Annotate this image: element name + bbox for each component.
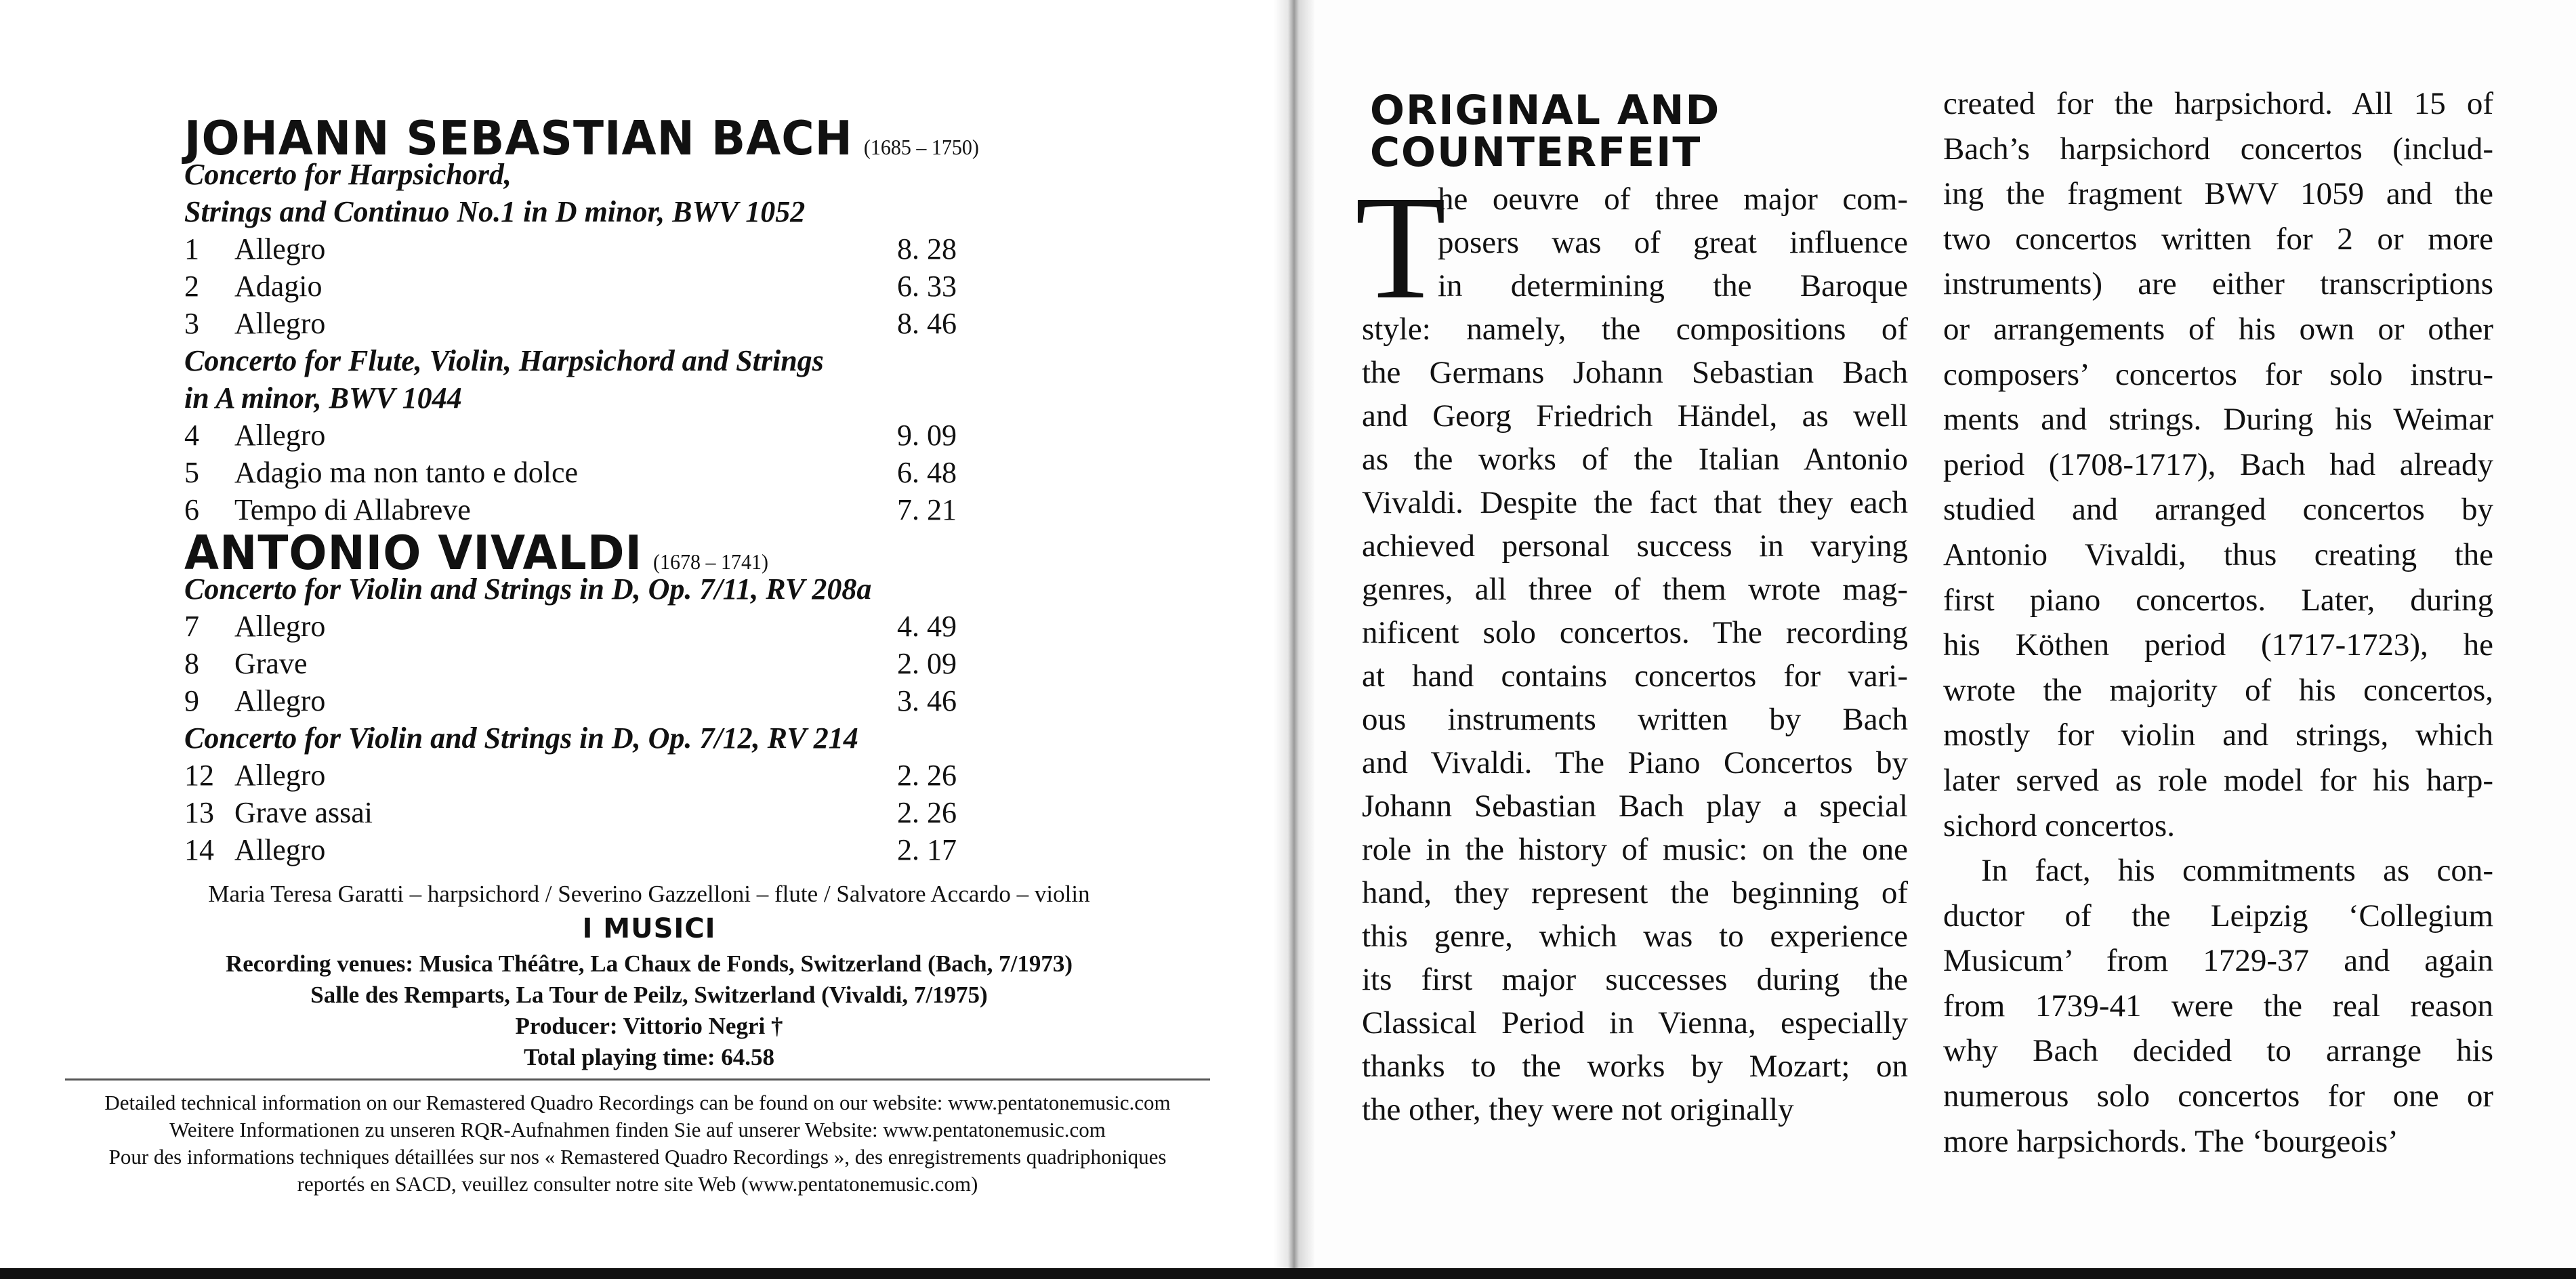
- track-duration: 6. 48: [897, 456, 957, 489]
- footer-line-de: Weitere Informationen zu unseren RQR-Aufnahmen finden Sie auf unserer Website: www.pentatonemusic.com: [169, 1118, 1106, 1141]
- footer-line-fr-2: reportés en SACD, veuillez consulter notre site Web (www.pentatonemusic.com): [297, 1172, 978, 1196]
- text-line: later served as role model for his harp-: [1943, 762, 2493, 798]
- text-line: ing the fragment BWV 1059 and the: [1943, 176, 2493, 212]
- text-line: numerous solo concertos for one or: [1943, 1078, 2493, 1114]
- text-line: period (1708-1717), Bach had already: [1943, 446, 2493, 482]
- text-line: and Vivaldi. The Piano Concertos by: [1362, 745, 1908, 780]
- text-line: hand, they represent the beginning of: [1362, 875, 1908, 910]
- text-line: as the works of the Italian Antonio: [1362, 442, 1908, 477]
- text-line: two concertos written for 2 or more: [1943, 221, 2493, 257]
- recording-info: [175, 948, 1123, 1073]
- track-title: Allegro: [234, 759, 326, 792]
- track-number: 14: [184, 833, 214, 866]
- text-line: style: namely, the compositions of: [1362, 312, 1908, 347]
- track-row: [184, 454, 957, 491]
- text-line: ments and strings. During his Weimar: [1943, 402, 2493, 438]
- text-line: and Georg Friedrich Händel, as well: [1362, 398, 1908, 434]
- text-line: he oeuvre of three major com-: [1438, 182, 1908, 217]
- text-line: its first major successes during the: [1362, 962, 1908, 997]
- track-row: [184, 268, 957, 305]
- text-line: this genre, which was to experience: [1362, 919, 1908, 954]
- composer-heading: [184, 110, 979, 166]
- text-line: composers’ concertos for solo instru-: [1943, 356, 2493, 392]
- track-title: Tempo di Allabreve: [234, 493, 471, 526]
- composer-dates: (1685 – 1750): [863, 135, 979, 160]
- track-number: 4: [184, 419, 199, 452]
- text-line: thanks to the works by Mozart; on: [1362, 1049, 1908, 1084]
- track-title: Allegro: [234, 684, 326, 717]
- composer-name: ANTONIO VIVALDI: [184, 525, 643, 581]
- text-line: why Bach decided to arrange his: [1943, 1033, 2493, 1069]
- track-number: 8: [184, 647, 199, 680]
- scan-edge: [0, 1268, 2576, 1279]
- text-line: mostly for violin and strings, which: [1943, 717, 2493, 753]
- text-line: sichord concertos.: [1943, 808, 2175, 843]
- track-row: [184, 645, 957, 682]
- text-line: at hand contains concertos for vari-: [1362, 658, 1908, 694]
- text-line: or arrangements of his own or other: [1943, 311, 2493, 347]
- text-line: ous instruments written by Bach: [1362, 702, 1908, 737]
- track-duration: 9. 09: [897, 419, 957, 452]
- track-duration: 8. 28: [897, 232, 957, 266]
- track-title: Allegro: [234, 833, 326, 866]
- track-number: 13: [184, 796, 214, 829]
- track-row: [184, 682, 957, 719]
- ensemble-name: I MUSICI: [582, 913, 716, 944]
- track-number: 1: [184, 232, 199, 266]
- article-column-1: [1362, 177, 1908, 1131]
- footer-line-en: Detailed technical information on our Remastered Quadro Recordings can be found on our website: www.pentatonemusic.com: [104, 1091, 1171, 1114]
- track-duration: 8. 46: [897, 307, 957, 340]
- text-line: more harpsichords. The ‘bourgeois’: [1943, 1123, 2398, 1159]
- track-title: Allegro: [234, 419, 326, 452]
- track-duration: 6. 33: [897, 270, 957, 303]
- work-title: Strings and Continuo No.1 in D minor, BWV 1052: [184, 195, 806, 228]
- recording-venue-vivaldi: Salle des Remparts, La Tour de Peilz, Switzerland (Vivaldi, 7/1975): [310, 982, 988, 1008]
- text-line: first piano concertos. Later, during: [1943, 582, 2493, 618]
- track-number: 7: [184, 610, 199, 643]
- text-line: created for the harpsichord. All 15 of: [1943, 86, 2493, 121]
- text-line: studied and arranged concertos by: [1943, 492, 2493, 528]
- article-heading: [1370, 87, 1721, 176]
- heading-line: COUNTERFEIT: [1370, 129, 1702, 176]
- text-line: the Germans Johann Sebastian Bach: [1362, 355, 1908, 390]
- total-playing-time: Total playing time: 64.58: [523, 1044, 775, 1070]
- composer-dates: (1678 – 1741): [653, 550, 769, 574]
- track-number: 6: [184, 493, 199, 526]
- text-line: wrote the majority of his concertos,: [1943, 672, 2493, 708]
- track-row: [184, 491, 957, 528]
- drop-cap: T: [1355, 165, 1447, 330]
- producer: Producer: Vittorio Negri †: [515, 1013, 783, 1039]
- composer-heading: [184, 525, 957, 581]
- work-title: Concerto for Violin and Strings in D, Op. 7/12, RV 214: [184, 721, 858, 755]
- text-line: posers was of great influence: [1438, 225, 1908, 260]
- track-title: Allegro: [234, 307, 326, 340]
- article-column-2: [1943, 81, 2493, 1164]
- work-title: in A minor, BWV 1044: [184, 381, 462, 415]
- text-line: from 1739-41 were the real reason: [1943, 988, 2493, 1024]
- work-title: Concerto for Violin and Strings in D, Op. 7/11, RV 208a: [184, 572, 872, 606]
- track-duration: 2. 09: [897, 647, 957, 680]
- work-title: Concerto for Flute, Violin, Harpsichord and Strings: [184, 344, 824, 377]
- track-duration: 2. 17: [897, 833, 957, 866]
- tracklist: [184, 110, 979, 868]
- track-row: [184, 230, 957, 268]
- track-duration: 2. 26: [897, 759, 957, 792]
- track-row: [184, 757, 957, 794]
- track-title: Allegro: [234, 610, 326, 643]
- recording-venue-bach: Recording venues: Musica Théâtre, La Chaux de Fonds, Switzerland (Bach, 7/1973): [226, 950, 1073, 977]
- text-line: achieved personal success in varying: [1362, 528, 1908, 564]
- text-line: genres, all three of them wrote mag-: [1362, 572, 1908, 607]
- track-title: Grave assai: [234, 796, 373, 829]
- text-line: Classical Period in Vienna, especially: [1362, 1005, 1908, 1041]
- track-duration: 7. 21: [897, 493, 957, 526]
- track-number: 3: [184, 307, 199, 340]
- composer-name: JOHANN SEBASTIAN BACH: [184, 110, 853, 166]
- work-title: Concerto for Harpsichord,: [184, 158, 512, 191]
- track-number: 2: [184, 270, 199, 303]
- track-duration: 2. 26: [897, 796, 957, 829]
- text-line: Johann Sebastian Bach play a special: [1362, 789, 1908, 824]
- track-number: 9: [184, 684, 199, 717]
- text-line: in determining the Baroque: [1438, 268, 1908, 303]
- track-row: [184, 608, 957, 645]
- track-title: Allegro: [234, 232, 326, 266]
- text-line: the other, they were not originally: [1362, 1092, 1794, 1127]
- text-line: Musicum’ from 1729-37 and again: [1943, 943, 2493, 979]
- text-line: nificent solo concertos. The recording: [1362, 615, 1908, 650]
- text-line: ductor of the Leipzig ‘Collegium: [1943, 898, 2493, 934]
- track-duration: 4. 49: [897, 610, 957, 643]
- text-line: In fact, his commitments as con-: [1981, 853, 2493, 889]
- text-line: Bach’s harpsichord concertos (includ-: [1943, 131, 2493, 167]
- track-title: Adagio: [234, 270, 323, 303]
- track-duration: 3. 46: [897, 684, 957, 717]
- footer-line-fr: Pour des informations techniques détaillées sur nos « Remastered Quadro Recordings », des enregistrements quadriphoniques: [108, 1145, 1167, 1169]
- track-title: Adagio ma non tanto e dolce: [234, 456, 579, 489]
- text-line: his Köthen period (1717-1723), he: [1943, 627, 2493, 663]
- text-line: Vivaldi. Despite the fact that they each: [1362, 485, 1908, 520]
- track-number: 12: [184, 759, 214, 792]
- left-page: [0, 0, 1287, 1268]
- track-number: 5: [184, 456, 199, 489]
- heading-line: ORIGINAL AND: [1370, 87, 1721, 134]
- track-title: Grave: [234, 647, 308, 680]
- text-line: instruments) are either transcriptions: [1943, 266, 2493, 302]
- divider: [65, 1078, 1210, 1081]
- track-row: [184, 417, 957, 454]
- footer-notes: [65, 1089, 1210, 1198]
- track-row: [184, 305, 957, 342]
- performers: Maria Teresa Garatti – harpsichord / Severino Gazzelloni – flute / Salvatore Accardo – violin: [208, 881, 1090, 907]
- track-row: [184, 831, 957, 868]
- text-line: role in the history of music: on the one: [1362, 832, 1908, 867]
- track-row: [184, 794, 957, 831]
- text-line: Antonio Vivaldi, thus creating the: [1943, 537, 2493, 572]
- page-fold: [1274, 0, 1314, 1268]
